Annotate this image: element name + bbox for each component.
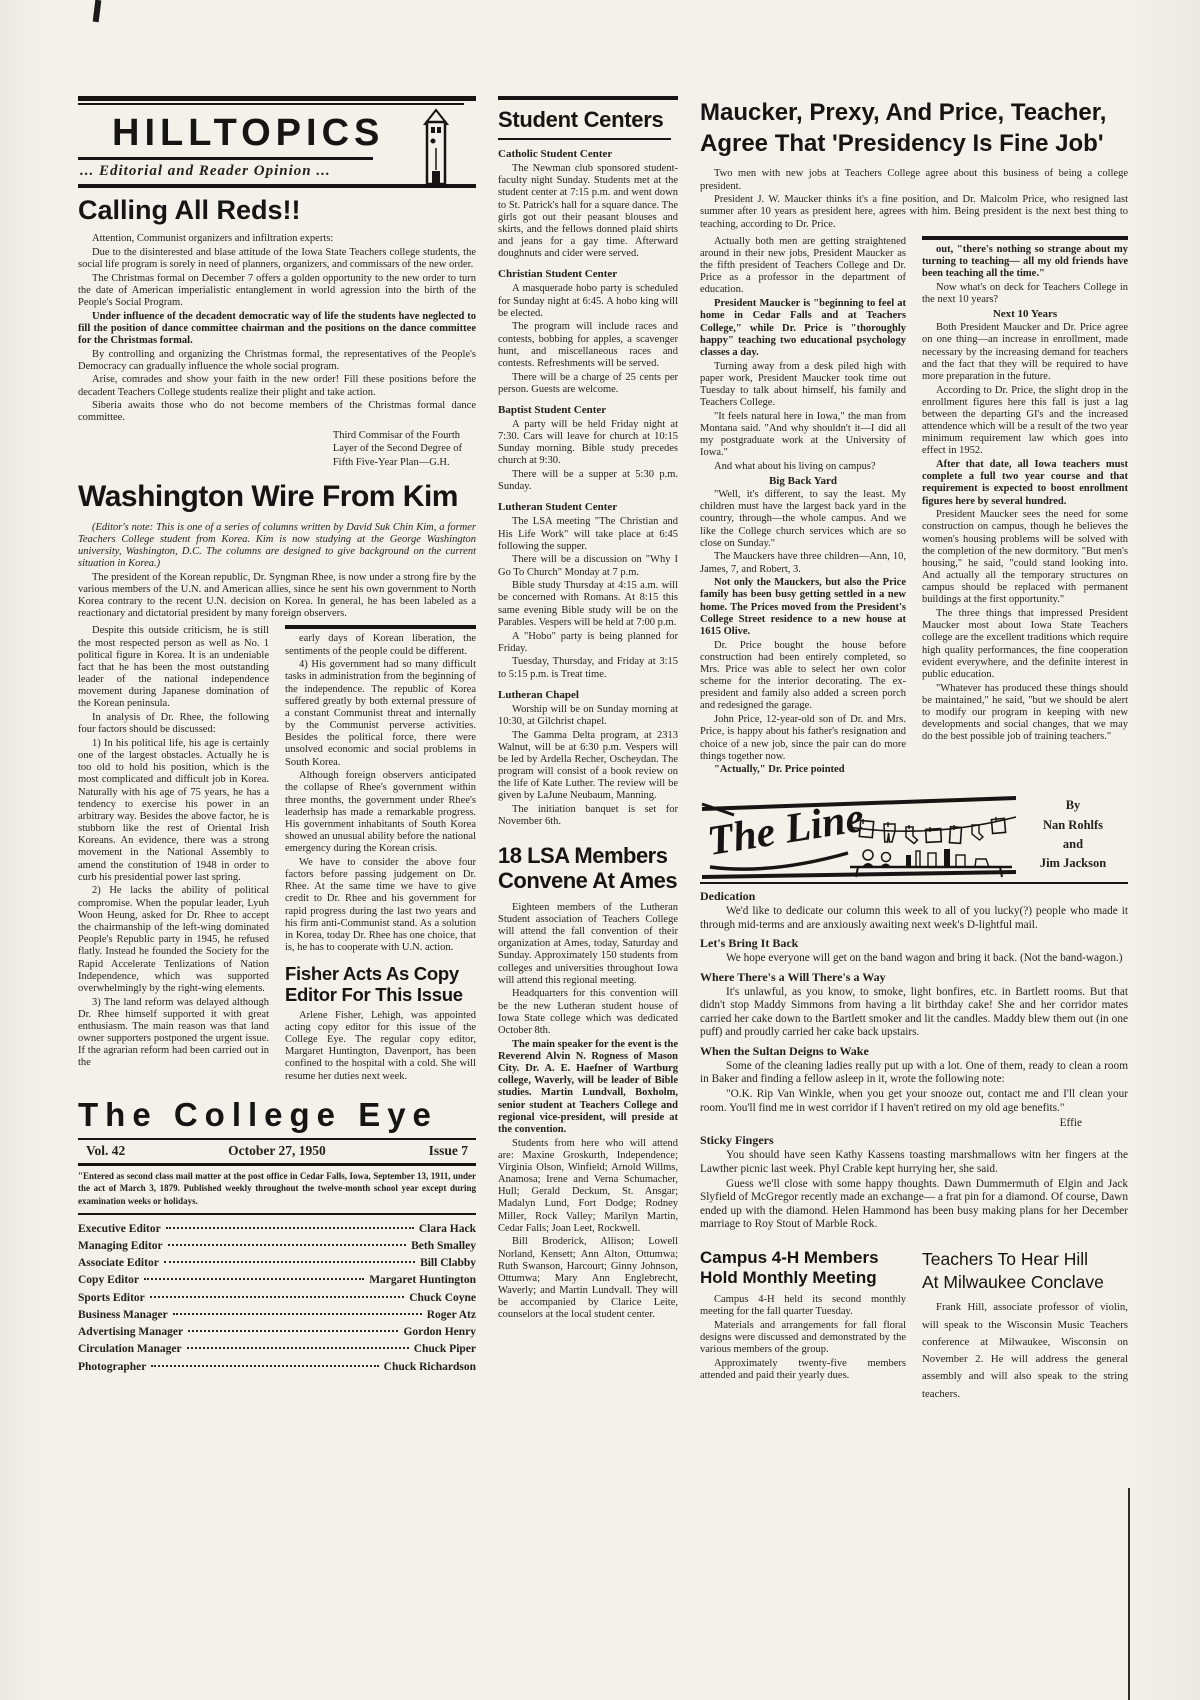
- staff-row: [78, 1272, 476, 1289]
- scan-artifact-mark: [93, 0, 102, 22]
- calling-all-reds-headline: Calling All Reds!!: [78, 195, 301, 225]
- issue-date: October 27, 1950: [228, 1143, 326, 1159]
- article-paragraph: Both President Maucker and Dr. Price agree on one thing—an increase in enrollment, made necessary by the increasing demand for teachers and the fact that they will be required to have more preparation in the future.: [922, 322, 1128, 382]
- article-paragraph: A masquerade hobo party is scheduled for Sunday night at 6:45. A hobo king will be elected.: [498, 283, 678, 319]
- byline-line: Jim Jackson: [1039, 856, 1107, 871]
- article-maucker-price: [700, 98, 1128, 778]
- article-paragraph: After that date, all Iowa teachers must complete a full two year course and that requirement is expected to boost enrollment figures here by several hundred.: [922, 459, 1128, 507]
- maucker-headline: [700, 98, 1128, 159]
- staff-row: [78, 1359, 476, 1376]
- section-subhead: Lutheran Student Center: [498, 501, 618, 514]
- hilltopics-masthead: [78, 96, 476, 188]
- dot-leader: [150, 1296, 404, 1298]
- dot-leader: [144, 1278, 364, 1280]
- article-paragraph: The main speaker for the event is the Reverend Alvin N. Rogness of Mason City. Dr. A. E. Haefner of Wartburg college, Waverly, will be leader of Bible studies. Martin Lundvall, Boxholm, senior student at Teachers College and regional vice-president, will preside at the convention.: [498, 1038, 678, 1135]
- article-paragraph: Arise, comrades and show your faith in the new order! Fill these positions before the decadent Teachers College students realize their plight and take action.: [78, 374, 476, 398]
- line-item-head: Let's Bring It Back: [700, 936, 799, 951]
- article-paragraph: Arlene Fisher, Lehigh, was appointed acting copy editor for this issue of the College Eye. The regular copy editor, Margaret Huntington, Davenport, has been confined to the hospital with a cold. She will resume her duties next week.: [285, 1009, 476, 1082]
- staff-row: [78, 1238, 476, 1255]
- article-paragraph: According to Dr. Price, the slight drop in the enrollment figures here this fall is just a lag between the departing GI's and the increased attendence which will be a result of the two year minimum requirement law which goes into effect in 1952.: [922, 384, 1128, 457]
- headline-line: Hold Monthly Meeting: [700, 1267, 877, 1287]
- article-paragraph: President Maucker is "beginning to feel at home in Cedar Falls and at Teachers College," while Dr. Price is "thoroughly happy" teaching two educational psychology classes a day.: [700, 298, 906, 358]
- article-paragraph: Not only the Mauckers, but also the Price family has been busy getting settled in a new home. The Prices moved from the President's College Street residence to a new house at 1615 Olive.: [700, 577, 906, 637]
- article-paragraph: 4) His government had so many difficult tasks in administration from the beginning of the independence. The republic of Korea suffered greatly by both external pressure of a constant Communist threat and internally by the Communist perverse activities. Besides the political force, there were unsolved economic and social problems in South Korea.: [285, 659, 476, 768]
- article-paragraph: 2) He lacks the ability of political compromise. When the popular leader, Lyuh Woon Heung, asked for Dr. Rhee to accept the chairmanship of the left-wing dominated People's Republic party in 1945, he refused flatly. Instead he founded the Society for the Rapid Accelerate Tenlizations of Nation Independence, which was supported overwhelmingly by the right-wing elements.: [78, 885, 269, 994]
- article-subhead: Big Back Yard: [768, 475, 838, 488]
- section-subhead: Lutheran Chapel: [498, 688, 579, 701]
- staff-name: Clara Hack: [418, 1222, 476, 1235]
- staff-role: Advertising Manager: [78, 1326, 184, 1339]
- column-the-line: [700, 791, 1128, 1232]
- headline-line: Maucker, Prexy, And Price, Teacher,: [700, 99, 1107, 126]
- column-rule: [498, 96, 678, 100]
- volume-date-issue-row: [78, 1138, 476, 1166]
- teachers-hill-headline: [922, 1248, 1128, 1294]
- two-column-text: [78, 625, 476, 1084]
- article-paragraph: President Maucker sees the need for some construction on campus, though he believes the women's housing problems will be solved with the completion of the new dormitory. "But men's housing," he said, "could stand looking into. And actually all the temporary structures on campus should be replaced with permanent buildings at the first opportunity.": [922, 509, 1128, 606]
- article-paragraph: We have to consider the above four factors before passing judgement on Dr. Rhee. At the same time we have to give credit to Dr. Rhee and his government for rapid progress during the last two years and his firm anti-Communist stand. As a solution in Korea, today Dr. Rhee has one choice, that is, he has to cooperate with U.N. action.: [285, 856, 476, 954]
- volume-label: Vol. 42: [86, 1143, 126, 1159]
- column-rule: [700, 882, 1128, 884]
- article-paragraph: Eighteen members of the Lutheran Student association of Teachers College will attend the fall convention of their organization at Ames, today, Saturday and Sunday. Approximately 150 students from colleges and universities throughout Iowa will attend this regional meeting.: [498, 901, 678, 986]
- masthead-rule: [78, 184, 476, 188]
- article-paragraph: "Whatever has produced these things should be maintained," he said, "but we should be alert to modify our program in keeping with new developments and social changes, that we may do the best possible job of training teachers.": [922, 682, 1128, 743]
- article-paragraph: There will be a charge of 25 cents per person. Guests are welcome.: [498, 371, 678, 395]
- article-paragraph: The program will include races and contests, bobbing for apples, a scavenger hunt, and miscellaneous races and contests. Refreshments will be served.: [498, 321, 678, 369]
- article-paragraph: Two men with new jobs at Teachers College agree about this business of being a college president.: [700, 168, 1128, 192]
- lsa-headline: [498, 844, 678, 892]
- article-paragraph: The LSA meeting "The Christian and His Life Work" will take place at 6:45 following the supper.: [498, 516, 678, 552]
- article-teachers-hill: [922, 1248, 1128, 1405]
- staff-name: Bill Clabby: [420, 1257, 476, 1270]
- column-left: [78, 96, 476, 1376]
- dot-leader: [188, 1330, 398, 1332]
- article-washington-wire: [78, 480, 476, 1085]
- staff-row: [78, 1307, 476, 1324]
- college-eye-masthead: [78, 1098, 476, 1376]
- article-paragraph: Frank Hill, associate professor of violin, will speak to the Wisconsin Music Teachers conference at Milwaukee, Wisconsin on November 2. He will address the general assembly and will also speak to the string teachers.: [922, 1301, 1128, 1400]
- line-item-head: Where There's a Will There's a Way: [700, 969, 886, 984]
- article-subhead: Next 10 Years: [992, 308, 1058, 321]
- line-item-head: Sticky Fingers: [700, 1133, 774, 1148]
- staff-row: [78, 1221, 476, 1238]
- article-paragraph: The Christmas formal on December 7 offers a golden opportunity to the new order to turn the date of American imperialistic entanglement in world agression into the birth of the People's Social Program.: [78, 272, 476, 308]
- article-paragraph: And what about his living on campus?: [714, 460, 876, 472]
- line-item-head: Dedication: [700, 889, 756, 904]
- article-paragraph: In analysis of Dr. Rhee, the following four factors should be discussed:: [78, 712, 269, 736]
- article-paragraph: A party will be held Friday night at 7:30. Cars will leave for church at 10:15 Sunday morning. Bible study precedes church at 9:30.: [498, 418, 678, 467]
- article-paragraph: "Well, it's different, to say the least. My children must have the largest back yard in the country, through—the whole campus. And we like the College church services which are so close on Sunday.": [700, 489, 906, 549]
- column-middle: [498, 96, 678, 1323]
- section-subhead: Christian Student Center: [498, 268, 618, 281]
- staff-name: Beth Smalley: [411, 1239, 476, 1252]
- subcolumn-left: [78, 625, 269, 1084]
- hilltopics-tagline: ... Editorial and Reader Opinion ...: [80, 163, 331, 179]
- headline-line: Teachers To Hear Hill: [922, 1248, 1088, 1269]
- staff-name: Gordon Henry: [403, 1326, 476, 1339]
- subcolumn-right: [922, 236, 1128, 778]
- signature-line: Third Commisar of the Fourth: [332, 429, 460, 441]
- signature-line: Fifth Five-Year Plan—G.H.: [332, 456, 450, 468]
- issue-number: Issue 7: [428, 1143, 468, 1159]
- staff-role: Photographer: [78, 1360, 147, 1373]
- byline-line: and: [1062, 837, 1084, 852]
- staff-name: Roger Atz: [426, 1308, 476, 1321]
- byline-line: By: [1065, 798, 1081, 813]
- article-student-centers: [498, 96, 678, 828]
- staff-row: [78, 1341, 476, 1358]
- staff-role: Executive Editor: [78, 1222, 161, 1235]
- bottom-articles: [700, 1248, 1128, 1405]
- staff-role: Associate Editor: [78, 1257, 159, 1270]
- article-paragraph: Headquarters for this convention will be the new Lutheran student house of Iowa State college which was dedicated October 8th.: [498, 988, 678, 1036]
- article-paragraph: The president of the Korean republic, Dr. Syngman Rhee, is now under a strong fire by the various members of the U.N. and American allies, since he sent his own government to North Korea contrary to the recent U.N. decision on Korea. In general, he has been labeled as a reactionary and dictatorial president by many foreign observers.: [78, 571, 476, 620]
- line-item-text: It's unlawful, as you know, to smoke, light bonfires, etc. in Bartlett rooms. But that didn't stop Maddy Simmons from having a lit birthday cake! She and her corridor mates carried her cake down to the Bartlett smoker and lit the candles. Maddy blew them out (in one puff) and proudly carried her cake back upstairs.: [700, 985, 1128, 1039]
- dot-leader: [164, 1261, 415, 1263]
- staff-name: Chuck Richardson: [383, 1360, 476, 1373]
- line-item-text: Guess we'll close with some happy thoughts. Dawn Dummermuth of Elgin and Jack Slyfield of McGregor recently made an exchange— a frat pin for a diamond. Of course, Dawn ended up with the diamond. Helen Hammond has been busy making plans for her December marriage to Roy Stout of Marble Rock.: [700, 1177, 1128, 1231]
- clothesline-art: [700, 791, 1018, 879]
- masthead-rule: [78, 96, 476, 101]
- line-item-text: You should have seen Kathy Kassens toasting marshmallows witn her fingers at the Lawther picnic last week. Phyl Crable kept hurrying her, she said.: [700, 1149, 1128, 1175]
- article-paragraph: The three things that impressed President Maucker most about Iowa State Teachers college are the excellent traditions which require high quality performances, the fine cooperation evident everywhere, and the definite interest in public education.: [922, 608, 1128, 680]
- article-lsa-convention: [498, 844, 678, 1321]
- the-line-title: The Line: [704, 794, 868, 865]
- article-paragraph: Now what's on deck for Teachers College in the next 10 years?: [922, 281, 1128, 305]
- line-item-quote: "O.K. Rip Van Winkle, when you get your snooze out, contact me and I'll clean your room. You'll find me in west corridor if I haven't retired on my old age benefits.": [700, 1088, 1128, 1114]
- washington-wire-headline: Washington Wire From Kim: [78, 479, 458, 513]
- the-line-banner: [700, 791, 1128, 879]
- line-item-text: We'd like to dedicate our column this week to all of you lucky(?) people who made it through mid-terms and are anxiously awaiting next week's D-lightful mail.: [700, 905, 1128, 931]
- article-paragraph: Worship will be on Sunday morning at 10:30, at Gilchrist chapel.: [498, 703, 678, 727]
- article-paragraph: Turning away from a desk piled high with paper work, President Maucker took time out Tuesday to talk about himself, his family and Teachers College.: [700, 360, 906, 409]
- campus-4h-headline: [700, 1248, 906, 1288]
- article-paragraph: President J. W. Maucker thinks it's a fine position, and Dr. Malcolm Price, who resigned last summer after 10 years as president here, agrees with him. Being president is the next best thing to teaching, according to Dr. Price.: [700, 194, 1128, 230]
- article-paragraph: Campus 4-H held its second monthly meeting for the fall quarter Tuesday.: [700, 1293, 906, 1318]
- dot-leader: [166, 1227, 414, 1229]
- the-line-byline: [1018, 796, 1128, 874]
- scan-artifact-line: [1128, 1488, 1130, 1700]
- article-paragraph: Despite this outside criticism, he is still the most respected person as well as No. 1 political figure in Korea. It is an undeniable fact that he has been the most outstanding leader of the national independence movement during Japanese domination of the Korean peninsula.: [78, 625, 269, 710]
- page-content: [78, 96, 1128, 1404]
- article-paragraph: 3) The land reform was delayed although Dr. Rhee himself supported it with great enthusiasm. The main reason was that land owner supporters postponed the urgent issue. If the agrarian reform had been carried out in the: [78, 996, 269, 1069]
- article-paragraph: "It feels natural here in Iowa," the man from Montana said. "And why shouldn't it—I did all my postgraduate work at the University of Iowa.": [700, 410, 906, 459]
- article-signature: [333, 429, 462, 470]
- article-paragraph: A "Hobo" party is being planned for Friday.: [498, 630, 678, 654]
- article-paragraph: The initiation banquet is set for November 6th.: [498, 804, 678, 828]
- line-item-head: When the Sultan Deigns to Wake: [700, 1043, 869, 1058]
- article-paragraph: Bill Broderick, Allison; Lowell Norland, Kensett; Ann Alton, Ottumwa; Ruth Swanson, Harcourt; Ginny Johnson, Ottumwa; Mary Ann Englebrecht, Waverly; and Martin Lundvall. They will be accompanied by Clarice Leite, counselors at the local student center.: [498, 1236, 678, 1321]
- dot-leader: [168, 1244, 406, 1246]
- dot-leader: [187, 1347, 409, 1349]
- staff-role: Copy Editor: [78, 1274, 140, 1287]
- headline-line: Campus 4-H Members: [700, 1247, 879, 1267]
- article-paragraph: The Mauckers have three children—Ann, 10, James, 7, and Robert, 3.: [700, 551, 906, 575]
- staff-name: Chuck Coyne: [409, 1291, 476, 1304]
- signature-line: Layer of the Second Degree of: [332, 443, 462, 455]
- article-paragraph: "Actually," Dr. Price pointed: [714, 764, 845, 776]
- staff-row: [78, 1290, 476, 1307]
- staff-row: [78, 1255, 476, 1272]
- article-paragraph: Attention, Communist organizers and infiltration experts:: [92, 233, 334, 244]
- headline-line: At Milwaukee Conclave: [922, 1271, 1104, 1292]
- article-paragraph: out, "there's nothing so strange about my turning to teaching— all my old friends have been teaching all the time.": [922, 243, 1128, 280]
- article-paragraph: Students from here who will attend are: Maxine Groskurth, Independence; Virginia Olson, Winfield; Arnold Willms, Anamosa; Irene and Verna Schumacher, Hull; Gerald Deckum, St. Ansgar; Madalyn Lund, Fort Dodge; Rodney Miller, Rock Valley; Marilyn Martin, Cedar Falls; Joan Leet, Rockwell.: [498, 1137, 678, 1234]
- student-centers-headline: Student Centers: [498, 107, 664, 132]
- subcolumn-left: [700, 236, 906, 778]
- article-paragraph: By controlling and organizing the Christmas formal, the representatives of the People's Democracy can gradually influence the whole social program.: [78, 348, 476, 372]
- line-item-signature: Effie: [1059, 1117, 1082, 1130]
- staff-role: Sports Editor: [78, 1291, 145, 1304]
- staff-role: Business Manager: [78, 1308, 168, 1321]
- editors-note: (Editor's note: This is one of a series of columns written by David Suk Chin Kim, a former Teachers College student from Korea. Kim is now studying at the George Washington university, Washington, D.C. The columns are designed to give background on the current situation in Korea.): [78, 521, 476, 570]
- article-paragraph: 1) In his political life, his age is certainly one of the largest obstacles. Actually he is too old to hold his position, which is the most complicated and difficult job in Korea. Naturally with his age of 75 years, he has a tendency to exercise his power in an arbitrary way. Besides the above factor, he is stubborn like the rest of Oriental Irish Koreans. An evidence, there was a strong movement in the National Assembly to amend the constitution of 1948 in order to curb his presidential power last spring.: [78, 737, 269, 883]
- article-paragraph: Under influence of the decadent democratic way of life the students have neglected to fill the position of dance committee chairman and the positions on the dance committee for the Christmas formal.: [78, 310, 476, 346]
- article-paragraph: Bible study Thursday at 4:15 a.m. will be concerned with Romans. At 8:15 this same evening Bible study will be on the Parables. Vespers will be held at 7:00 p.m.: [498, 580, 678, 628]
- column-right: [700, 96, 1128, 1404]
- article-fisher-copy-editor: [285, 964, 476, 1082]
- headline-line: 18 LSA Members: [498, 843, 668, 869]
- article-paragraph: Materials and arrangements for fall floral designs were discussed and demonstrated by the various members of the group.: [700, 1319, 906, 1356]
- article-paragraph: Dr. Price bought the house before construction had been entirely completed, so Mrs. Price was able to select her own color scheme for the interior decorating. The ex-president and family also added a screen porch and redesigned the garage.: [700, 639, 906, 712]
- article-paragraph: There will be a discussion on "Why I Go To Church" Monday at 7 p.m.: [498, 554, 678, 578]
- article-paragraph: The Newman club sponsored student-faculty night Sunday. Students met at the student center at 7:15 p.m. and went down to St. Patrick's hall for a square dance. The girls got out their peasant blouses and skirts, and the fellows donned plaid shirts and jeans for a gay time. Afterward doughnuts and cider were served.: [498, 163, 678, 260]
- headline-line: Agree That 'Presidency Is Fine Job': [700, 129, 1104, 157]
- subcolumn-right: [285, 625, 476, 1084]
- article-paragraph: Although foreign observers anticipated the collapse of Rhee's government within three months, the government under Rhee's leaderhsip has made a remarkable progress. His government inhabitants of South Korea showed an unusual ability before the national emergency during the Korean crisis.: [285, 770, 476, 855]
- byline-line: Nan Rohlfs: [1042, 817, 1104, 832]
- article-paragraph: Tuesday, Thursday, and Friday at 3:15 to 5:15 p.m. is Treat time.: [498, 656, 678, 680]
- dot-leader: [151, 1365, 378, 1367]
- staff-name: Chuck Piper: [413, 1343, 476, 1356]
- article-paragraph: early days of Korean liberation, the sentiments of the people could be different.: [285, 633, 476, 657]
- article-campus-4h: [700, 1248, 906, 1405]
- article-paragraph: Actually both men are getting straightened around in their new jobs, President Maucker as the fifth president of Teachers College and Dr. Price as a professor in the department of education.: [700, 235, 906, 296]
- article-paragraph: Due to the disinterested and blase attitude of the Iowa State Teachers college students, the social life program is sorely in need of planners, organizers, and commissars of the new order.: [78, 246, 476, 270]
- hilltopics-title: HILLTOPICS: [112, 112, 385, 154]
- article-paragraph: Siberia awaits those who do not become members of the Christmas formal dance committee.: [78, 400, 476, 424]
- section-subhead: Baptist Student Center: [498, 403, 607, 416]
- masthead-rule: [78, 157, 373, 160]
- article-paragraph: Approximately twenty-five members attended and paid their yearly dues.: [700, 1357, 906, 1381]
- fisher-headline: Fisher Acts As Copy Editor For This Issue: [285, 963, 463, 1006]
- college-eye-title: The College Eye: [78, 1096, 438, 1134]
- article-paragraph: John Price, 12-year-old son of Dr. and Mrs. Price, is happy about his father's resignation and choice of a new job, since the pair can do more things together now.: [700, 714, 906, 762]
- article-paragraph: The Gamma Delta program, at 2313 Walnut, will be at 6:30 p.m. Vespers will be led by Ardella Recher, Oscheydan. The program will consist of a book review on the life of Kate Luther. The review will be given by LaJune Neubaum, Manning.: [498, 729, 678, 802]
- column-rule: [498, 138, 671, 140]
- headline-line: Convene At Ames: [498, 867, 678, 893]
- article-paragraph: There will be a supper at 5:30 p.m. Sunday.: [498, 469, 678, 493]
- staff-role: Circulation Manager: [78, 1343, 182, 1356]
- staff-role: Managing Editor: [78, 1239, 163, 1252]
- two-column-text: [700, 236, 1128, 778]
- staff-name: Margaret Huntington: [369, 1274, 476, 1287]
- staff-row: [78, 1324, 476, 1341]
- section-subhead: Catholic Student Center: [498, 148, 613, 160]
- article-calling-all-reds: [78, 195, 476, 470]
- staff-list: [78, 1221, 476, 1376]
- line-item-text: Some of the cleaning ladies really put up with a lot. One of them, ready to clean a room in Baker and finding a fellow asleep in it, wrote the following note:: [700, 1059, 1128, 1086]
- entered-note: "Entered as second class mail matter at the post office in Cedar Falls, Iowa, September 13, 1911, under the act of March 3, 1879. Published weekly throughout the twelve-month school year except during examination weeks or holidays.: [78, 1170, 476, 1214]
- campanile-tower-icon: [422, 108, 450, 192]
- line-item-text: We hope everyone will get on the band wagon and bring it back. (Not the band-wagon.): [726, 952, 1123, 965]
- dot-leader: [173, 1313, 422, 1315]
